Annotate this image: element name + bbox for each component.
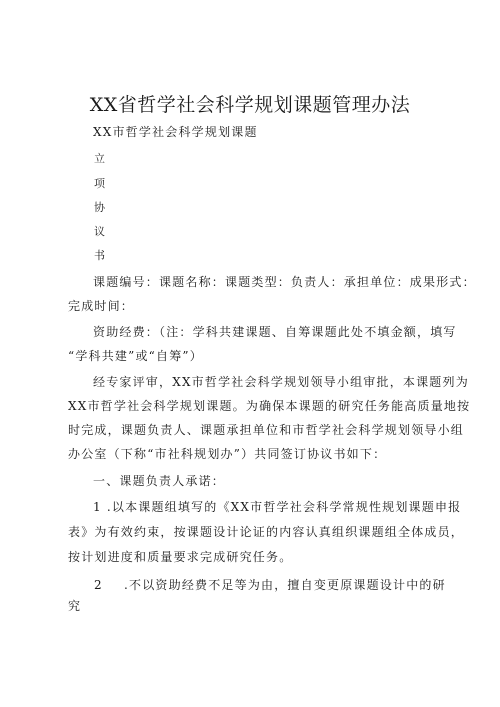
paragraph-1-line-2: XX市哲学社会科学规划课题。为确保本课题的研究任务能高质量地按 [68, 399, 471, 413]
vertical-char-4: 议 [94, 225, 105, 238]
item-1-line-2: 表》为有效约束，按课题设计论证的内容认真组织课题组全体成员， [68, 525, 465, 539]
item-2-line-2: 究 [68, 599, 82, 613]
paragraph-1-line-4: 办公室（下称“市社科规划办”）共同签订协议书如下： [68, 447, 387, 461]
vertical-char-5: 书 [94, 249, 105, 262]
vertical-char-3: 协 [94, 201, 105, 214]
item-1-line-3: 按计划进度和质量要求完成研究任务。 [68, 550, 293, 564]
paragraph-1-line-1: 经专家评审，XX市哲学社会科学规划领导小组审批，本课题列为 [93, 375, 469, 389]
fields-line-1: 课题编号：课题名称：课题类型：负责人：承担单位：成果形式： [93, 275, 476, 289]
paragraph-1-line-3: 时完成，课题负责人、课题承担单位和市哲学社会科学规划领导小组 [68, 423, 465, 437]
vertical-char-2: 项 [94, 177, 105, 190]
funding-line-1: 资助经费：（注：学科共建课题、自筹课题此处不填金额，填写 [93, 325, 457, 339]
fields-line-2: 完成时间： [68, 299, 135, 313]
vertical-char-1: 立 [94, 152, 105, 165]
document-title: XX省哲学社会科学规划课题管理办法 [89, 94, 411, 116]
item-2-number: 2 [94, 578, 103, 592]
agreement-subtitle: XX市哲学社会科学规划课题 [93, 125, 258, 139]
funding-line-2: “学科共建”或“自筹”） [68, 349, 203, 363]
section-1-heading: 一、课题负责人承诺： [93, 474, 226, 488]
item-2-line-1: .不以资助经费不足等为由，擅自变更原课题设计中的研 [124, 578, 446, 592]
item-1-line-1: 1 .以本课题组填写的《XX市哲学社会科学常规性规划课题申报 [93, 500, 462, 514]
